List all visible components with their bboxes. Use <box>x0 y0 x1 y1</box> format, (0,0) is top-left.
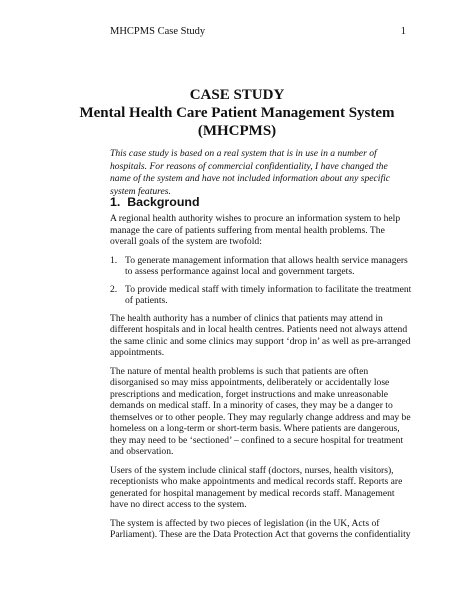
running-header <box>110 26 406 37</box>
title-block <box>0 86 474 140</box>
intro-paragraph: This case study is based on a real system that is in use in a number of hospitals. For reasons of commercial confidentiality, I have changed the name of the system and have not included information about any specific system features. <box>110 148 391 197</box>
section-heading <box>110 195 410 209</box>
title-line-1: CASE STUDY <box>189 87 285 103</box>
paragraph: The nature of mental health problems is such that patients are often disorganised so may miss appointments, deliberately or accidentally lose prescriptions and medication, forget instructions and make unreasonable demands on medical staff. In a minority of cases, they may be a danger to themselves or to other people. They may regularly change address and may be homeless on a long-term or short-term basis. Where patients are dangerous, they may need to be ‘sectioned’ – confined to a secure hospital for treatment and observation. <box>110 365 411 457</box>
goals-list <box>110 255 412 307</box>
page-number: 1 <box>400 26 406 37</box>
list-item <box>110 255 412 278</box>
list-item-text: To provide medical staff with timely information to facilitate the treatment of patients. <box>125 283 412 306</box>
list-item-number: 1. <box>110 254 118 266</box>
list-item <box>110 284 412 307</box>
title-line-2: Mental Health Care Patient Management System <box>79 105 395 121</box>
header-title: MHCPMS Case Study <box>110 26 206 37</box>
list-item-number: 2. <box>110 283 118 295</box>
section-number: 1. <box>110 195 121 209</box>
section-body <box>110 213 412 548</box>
paragraph: Users of the system include clinical staff (doctors, nurses, health visitors), receptionists who make appointments and medical records staff. Reports are generated for hospital management by medical records staff. Management have no direct access to the system. <box>110 464 403 510</box>
paragraph: The system is affected by two pieces of legislation (in the UK, Acts of Parliament). These are the Data Protection Act that governs the confidentiality <box>110 517 411 540</box>
title-line-3: (MHCPMS) <box>197 123 277 139</box>
list-item-text: To generate management information that allows health service managers to assess performance against local and government targets. <box>125 254 408 277</box>
paragraph: A regional health authority wishes to procure an information system to help manage the care of patients suffering from mental health problems. The overall goals of the system are twofold: <box>110 213 401 247</box>
paragraph: The health authority has a number of clinics that patients may attend in different hospitals and in local health centres. Patients need not always attend the same clinic and some clinics may support ‘drop in’ as well as pre-arranged appointments. <box>110 312 411 358</box>
section-title: Background <box>127 195 200 209</box>
